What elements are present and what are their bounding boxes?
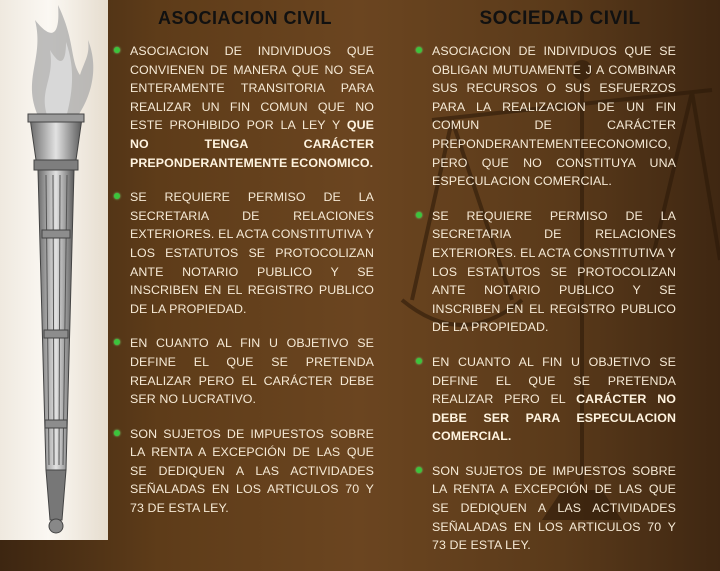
asociacion-civil-column [112,42,374,534]
item-text: ASOCIACION DE INDIVIDUOS QUE CONVIENEN DE MANERA QUE NO SEA ENTERAMENTE TRANSITORIA PARA REALIZAR UN FIN COMUN QUE NO ESTE PROHIBIDO POR LA LEY Y [130,44,374,133]
item-text: SON SUJETOS DE IMPUESTOS SOBRE LA RENTA A EXCEPCIÓN DE LAS QUE SE DEDIQUEN A LAS ACTIVIDADES SEÑALADAS EN LOS ARTICULOS 70 Y 73 DE ESTA LEY. [432,463,676,553]
bullet-icon [114,430,120,436]
bullet-icon [416,212,422,218]
heading-sociedad-civil: SOCIEDAD CIVIL [479,8,641,29]
list-item [112,188,374,318]
item-text: EN CUANTO AL FIN U OBJETIVO SE DEFINE EL QUE SE PRETENDA REALIZAR PERO EL CARÁCTER DEBE SER NO LUCRATIVO. [130,336,374,407]
item-emphasis: CARÁCTER NO DEBE SER PARA ESPECULACION COMERCIAL. [432,392,677,444]
list-item [112,334,374,408]
heading-asociacion-civil: ASOCIACION CIVIL [157,8,332,28]
torch-panel [0,0,108,540]
bullet-icon [416,358,422,364]
list-item [414,353,676,446]
list-item [414,462,676,555]
list-item [112,42,374,172]
torch-icon [0,0,108,540]
list-item [414,42,676,191]
bullet-icon [114,339,120,345]
item-text: EN CUANTO AL FIN U OBJETIVO SE DEFINE EL QUE SE PRETENDA REALIZAR PERO EL [432,354,676,407]
item-text: ASOCIACION DE INDIVIDUOS QUE SE OBLIGAN MUTUAMENTE J A COMBINAR SUS RECURSOS O SUS ESFUERZOS PARA LA REALIZACION DE UN FIN COMUN DE CARÁCTER PREPONDERANTEMENTEECONOMICO, PERO QUE NO CONSTITUYA UNA ESPECULACION COMERCIAL. [432,44,676,189]
item-text: SE REQUIERE PERMISO DE LA SECRETARIA DE RELACIONES EXTERIORES. EL ACTA CONSTITUTIVA Y LOS ESTATUTOS SE PROTOCOLIZAN ANTE NOTARIO PUBLICO Y SE INSCRIBEN EN EL REGISTRO PUBLICO DE LA PROPIEDAD. [130,190,374,316]
item-emphasis: QUE NO TENGA CARÁCTER PREPONDERANTEMENTE ECONOMICO. [130,118,374,170]
list-item [414,207,676,337]
item-text: SE REQUIERE PERMISO DE LA SECRETARIA DE RELACIONES EXTERIORES. EL ACTA CONSTITUTIVA Y LOS ESTATUTOS SE PROTOCOLIZAN ANTE NOTARIO PUBLICO Y SE INSCRIBEN EN EL REGISTRO PUBLICO DE LA PROPIEDAD. [432,208,676,335]
bullet-icon [416,47,422,53]
bullet-icon [416,467,422,473]
sociedad-civil-column [414,42,676,571]
bullet-icon [114,47,120,53]
item-text: SON SUJETOS DE IMPUESTOS SOBRE LA RENTA A EXCEPCIÓN DE LAS QUE SE DEDIQUEN A LAS ACTIVIDADES SEÑALADAS EN LOS ARTICULOS 70 Y 73 DE ESTA LEY. [130,426,374,516]
list-item [112,425,374,518]
bullet-icon [114,193,120,199]
